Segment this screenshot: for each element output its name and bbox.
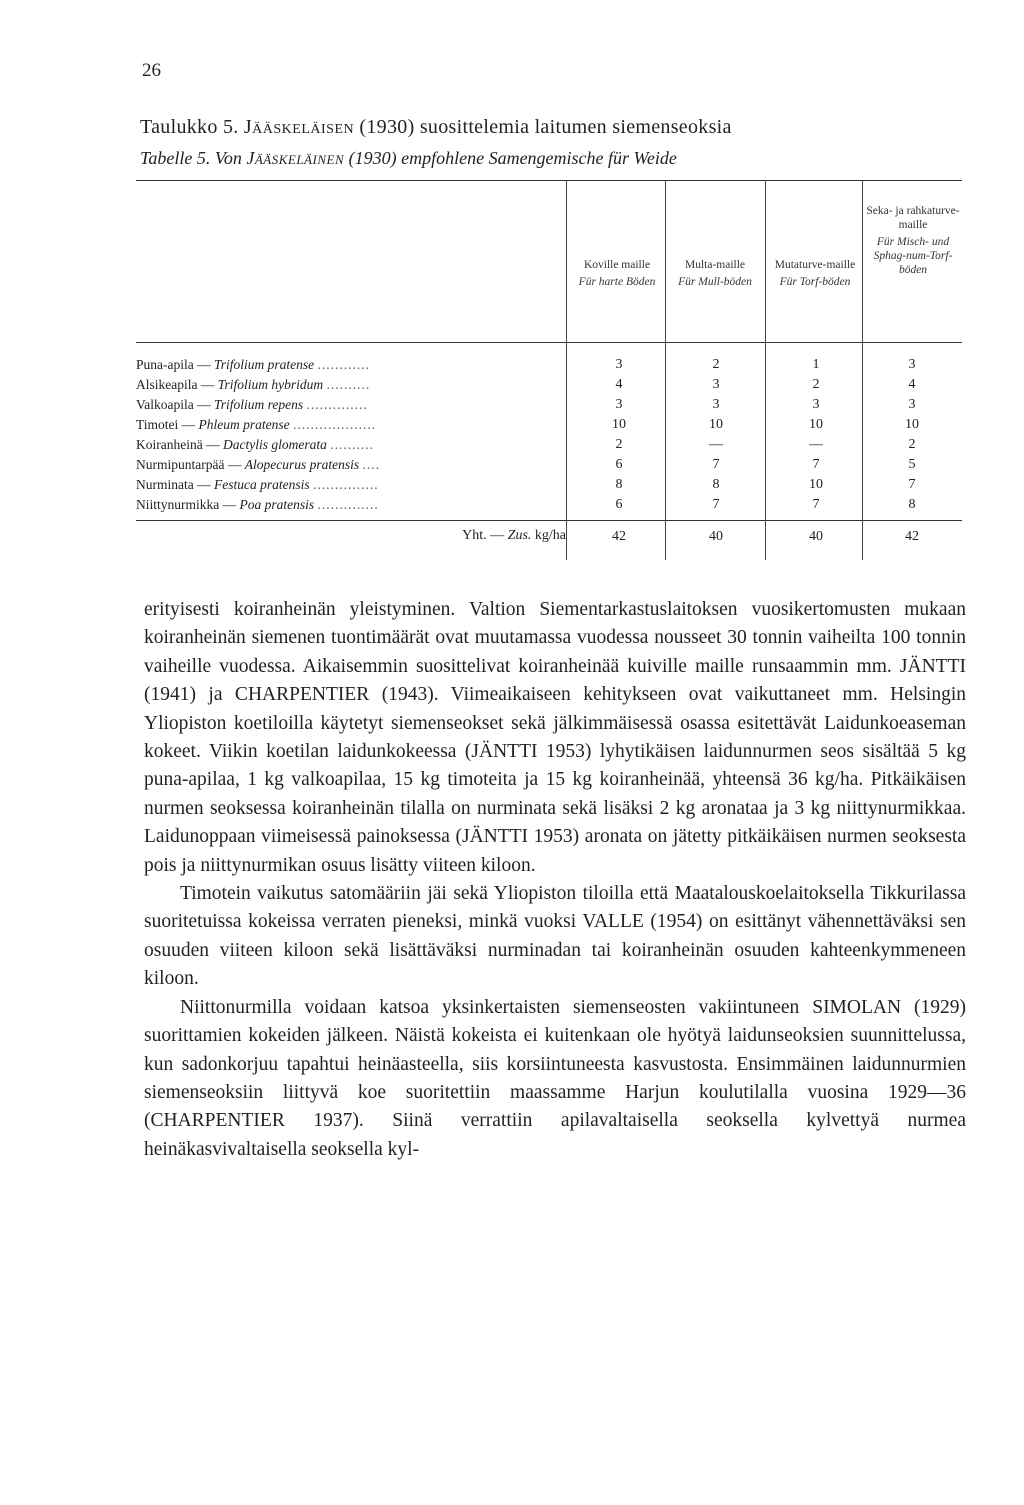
table-caption-finnish: [140, 116, 732, 139]
value-cell: 3: [712, 397, 720, 412]
table-header-rule: [136, 342, 962, 343]
value-cell: 10: [709, 417, 723, 432]
table-row: [136, 476, 962, 494]
header-fi: Multa-maille: [684, 259, 746, 271]
value-cell: 2: [908, 437, 916, 452]
total-value: 42: [905, 529, 919, 544]
seed-mixture-table: [136, 180, 962, 570]
paragraph: erityisesti koiranheinän yleistyminen. Valtion Siementarkastuslaitoksen vuosikertomusten mukaan koiranheinän siemenen tuontimäärät ovat muutamassa vuodessa nousseet 30 tonnin vaiheilta 100 tonnin vaiheille vuodessa. Aikaisemmin suosittelivat koiranheinää kuiville maille runsaammin mm. JÄNTTI (1941) ja CHARPENTIER (1943). Viimeaikaiseen kehitykseen ovat vaikuttaneet mm. Helsingin Yliopiston koetiloilla käytetyt siemenseokset sekä jälkimmäisessä osassa esitettävät Laidunkoeaseman kokeet. Viikin koetilan laidunkokeessa (JÄNTTI 1953) lyhytikäisen laidunnurmen seos sisältää 5 kg puna-apilaa, 1 kg valkoapilaa, 15 kg timoteita ja 15 kg koiranheinää, yhteensä 36 kg/ha. Pitkäikäisen nurmen seoksessa koiranheinän tilalla on nurminata sekä lisäksi 2 kg aronataa ja 3 kg niittynurmikkaa. Laidunoppaan viimeisessä painoksessa (JÄNTTI 1953) aronata on jätetty pitkäikäisen nurmen seoksesta pois ja niittynurmikan osuus lisätty viiteen kiloon.: [144, 599, 966, 876]
value-cell: 3: [615, 397, 623, 412]
value-cell: 3: [712, 377, 720, 392]
value-cell: 3: [812, 397, 820, 412]
paragraph: Niittonurmilla voidaan katsoa yksinkertaisten siemenseosten vakiintuneen SIMOLAN (1929) suorittamien kokeiden jälkeen. Näistä kokeista ei kuitenkaan ole hyötyä laidunseoksien suunnittelussa, kun sadonkorjuu tapahtui heinäasteella, siis korsiintuneesta kasvustosta. Ensimmäinen laidunnurmien siemenseoksiin liittyvä koe suoritettiin maassamme Harjun koulutilalla vuosina 1929—36 (CHARPENTIER 1937). Siinä verrattiin apilavaltaisella seoksella kylvettyä nurmea heinäkasvivaltaisella seoksella kyl-: [144, 996, 966, 1160]
species-name: Puna-apila — Trifolium pratense ............: [136, 357, 370, 372]
species-name: Niittynurmikka — Poa pratensis ..............: [136, 497, 379, 512]
column-header-peat-soils: [766, 258, 864, 289]
value-cell: 8: [908, 497, 916, 512]
column-header-hard-soils: [568, 258, 666, 289]
header-fi: Koville maille: [583, 259, 651, 271]
value-cell: 4: [908, 377, 916, 392]
species-name: Timotei — Phleum pratense ...................: [136, 417, 377, 432]
value-cell: 2: [712, 357, 720, 372]
value-cell: 7: [812, 457, 820, 472]
value-cell: 3: [615, 357, 623, 372]
value-cell: 7: [812, 497, 820, 512]
table-row: [136, 416, 962, 434]
value-cell: 8: [712, 477, 720, 492]
table-row: [136, 356, 962, 374]
value-cell: 10: [905, 417, 919, 432]
header-de: Für Mull-böden: [678, 276, 752, 288]
table-row: [136, 376, 962, 394]
table-top-rule: [136, 180, 962, 181]
species-name: Alsikeapila — Trifolium hybridum ..........: [136, 377, 371, 392]
column-header-mixed-sphagnum-soils: [864, 204, 962, 277]
header-de: Für Misch- und Sphag-num-Torf-böden: [873, 236, 953, 276]
total-value: 42: [612, 529, 626, 544]
header-fi: Seka- ja rahkaturve-maille: [866, 205, 960, 231]
caption-fi-prefix: Taulukko 5.: [140, 116, 239, 138]
total-label: Yht. — Zus. kg/ha: [462, 528, 566, 543]
value-cell: 6: [615, 497, 623, 512]
value-cell: 3: [908, 357, 916, 372]
page-number: 26: [142, 60, 161, 81]
value-cell: 4: [615, 377, 623, 392]
paragraph: Timotein vaikutus satomääriin jäi sekä Yliopiston tiloilla että Maatalouskoelaitoksella Tikkurilassa suoritetuissa kokeissa verraten pieneksi, minkä vuoksi VALLE (1954) on esittänyt vähennettäväksi sen osuuden viiteen kiloon sekä lisättäväksi nurminadan tai koiranheinän osuuden kahteenkymmeneen kiloon.: [144, 883, 966, 990]
header-de: Für Torf-böden: [779, 276, 851, 288]
value-cell: 5: [908, 457, 916, 472]
total-value: 40: [709, 529, 723, 544]
table-row: [136, 396, 962, 414]
body-text: [144, 596, 966, 1164]
value-cell: 2: [615, 437, 623, 452]
caption-fi-author: Jääskeläisen: [243, 116, 355, 138]
value-cell: —: [709, 437, 723, 452]
caption-de-prefix: Tabelle 5. Von: [140, 148, 242, 168]
table-total-row: [136, 528, 962, 550]
value-cell: 10: [809, 477, 823, 492]
table-row: [136, 456, 962, 474]
value-cell: 7: [908, 477, 916, 492]
value-cell: 10: [809, 417, 823, 432]
species-name: Nurmipuntarpää — Alopecurus pratensis ....: [136, 457, 380, 472]
total-value: 40: [809, 529, 823, 544]
caption-de-rest: (1930) empfohlene Samengemische für Weide: [348, 148, 677, 168]
table-caption-german: [140, 148, 677, 169]
value-cell: 10: [612, 417, 626, 432]
table-total-rule: [136, 520, 962, 521]
species-name: Valkoapila — Trifolium repens ..............: [136, 397, 368, 412]
value-cell: 1: [812, 357, 820, 372]
value-cell: 7: [712, 457, 720, 472]
value-cell: —: [809, 437, 823, 452]
table-row: [136, 496, 962, 514]
species-name: Nurminata — Festuca pratensis ...............: [136, 477, 379, 492]
header-de: Für harte Böden: [578, 276, 656, 288]
header-fi: Mutaturve-maille: [774, 259, 856, 271]
table-row: [136, 436, 962, 454]
value-cell: 2: [812, 377, 820, 392]
value-cell: 8: [615, 477, 623, 492]
value-cell: 6: [615, 457, 623, 472]
column-header-mull-soils: [666, 258, 764, 289]
value-cell: 7: [712, 497, 720, 512]
value-cell: 3: [908, 397, 916, 412]
caption-de-author: Jääskeläinen: [246, 148, 345, 168]
caption-fi-rest: (1930) suosittelemia laitumen siemenseoksia: [359, 116, 732, 138]
species-name: Koiranheinä — Dactylis glomerata ..........: [136, 437, 374, 452]
